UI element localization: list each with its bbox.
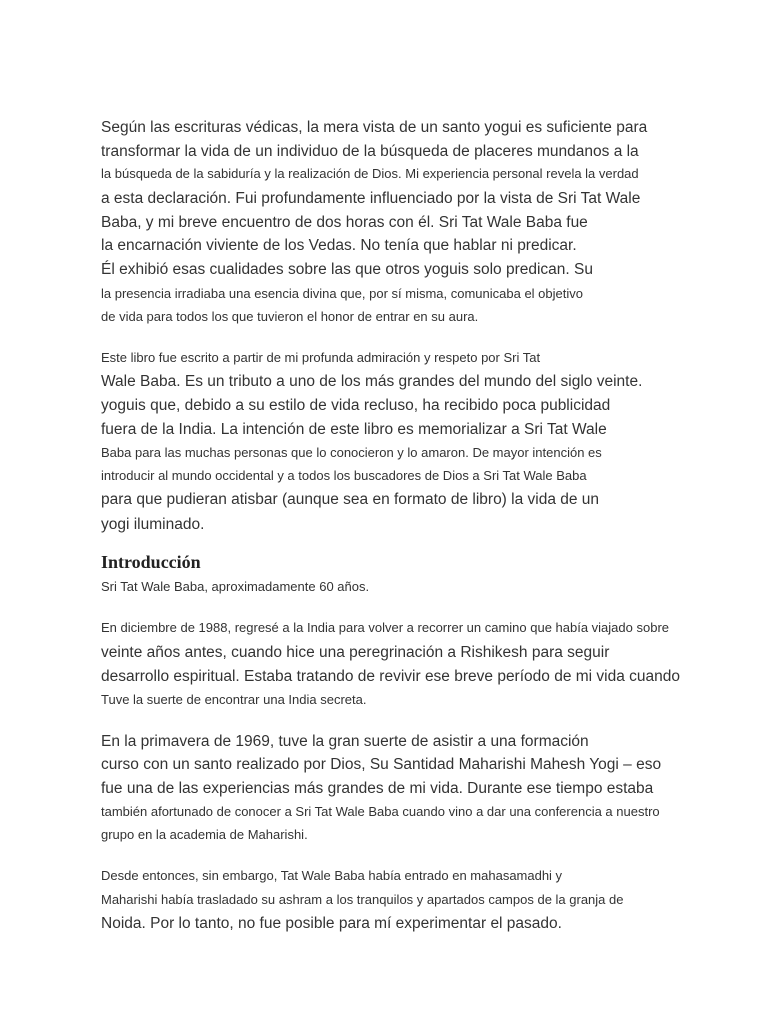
text-line: desarrollo espiritual. Estaba tratando de revivir ese breve período de mi vida cuando xyxy=(101,668,680,685)
text-line: Desde entonces, sin embargo, Tat Wale Baba había entrado en mahasamadhi y xyxy=(101,868,563,883)
text-line: Baba, y mi breve encuentro de dos horas con él. Sri Tat Wale Baba fue xyxy=(101,214,588,231)
text-line: yogi iluminado. xyxy=(101,516,205,533)
text-line: fuera de la India. La intención de este libro es memorializar a Sri Tat Wale xyxy=(101,421,607,438)
text-line: yoguis que, debido a su estilo de vida recluso, ha recibido poca publicidad xyxy=(101,397,611,414)
text-line: la búsqueda de la sabiduría y la realización de Dios. Mi experiencia personal revela la verdad xyxy=(101,166,639,181)
text-line: curso con un santo realizado por Dios, Su Santidad Maharishi Mahesh Yogi – eso xyxy=(101,756,662,773)
text-line: de vida para todos los que tuvieron el honor de entrar en su aura. xyxy=(101,309,479,324)
text-line: Este libro fue escrito a partir de mi profunda admiración y respeto por Sri Tat xyxy=(101,350,541,365)
text-line: la encarnación viviente de los Vedas. No tenía que hablar ni predicar. xyxy=(101,237,577,254)
text-line: Tuve la suerte de encontrar una India secreta. xyxy=(101,692,367,707)
text-line: grupo en la academia de Maharishi. xyxy=(101,827,308,842)
text-line: Maharishi había trasladado su ashram a los tranquilos y apartados campos de la granja de xyxy=(101,892,624,907)
text-line: Wale Baba. Es un tributo a uno de los más grandes del mundo del siglo veinte. xyxy=(101,373,643,390)
section-heading: Introducción xyxy=(101,552,201,572)
text-line: En diciembre de 1988, regresé a la India para volver a recorrer un camino que había viajado sobre xyxy=(101,620,670,635)
text-line: transformar la vida de un individuo de la búsqueda de placeres mundanos a la xyxy=(101,143,639,160)
text-line: veinte años antes, cuando hice una peregrinación a Rishikesh para seguir xyxy=(101,644,610,661)
text-line: Noida. Por lo tanto, no fue posible para mí experimentar el pasado. xyxy=(101,915,562,932)
text-line: Según las escrituras védicas, la mera vista de un santo yogui es suficiente para xyxy=(101,119,648,136)
text-line: En la primavera de 1969, tuve la gran suerte de asistir a una formación xyxy=(101,733,589,750)
text-line: Él exhibió esas cualidades sobre las que otros yoguis solo predican. Su xyxy=(101,261,593,278)
text-line: introducir al mundo occidental y a todos los buscadores de Dios a Sri Tat Wale Baba xyxy=(101,468,587,483)
text-line: para que pudieran atisbar (aunque sea en formato de libro) la vida de un xyxy=(101,491,600,508)
text-line: a esta declaración. Fui profundamente influenciado por la vista de Sri Tat Wale xyxy=(101,190,641,207)
text-line: fue una de las experiencias más grandes de mi vida. Durante ese tiempo estaba xyxy=(101,780,654,797)
image-caption: Sri Tat Wale Baba, aproximadamente 60 años. xyxy=(101,579,370,594)
text-line: también afortunado de conocer a Sri Tat Wale Baba cuando vino a dar una conferencia a nuestro xyxy=(101,804,660,819)
text-line: la presencia irradiaba una esencia divina que, por sí misma, comunicaba el objetivo xyxy=(101,286,583,301)
text-line: Baba para las muchas personas que lo conocieron y lo amaron. De mayor intención es xyxy=(101,445,602,460)
